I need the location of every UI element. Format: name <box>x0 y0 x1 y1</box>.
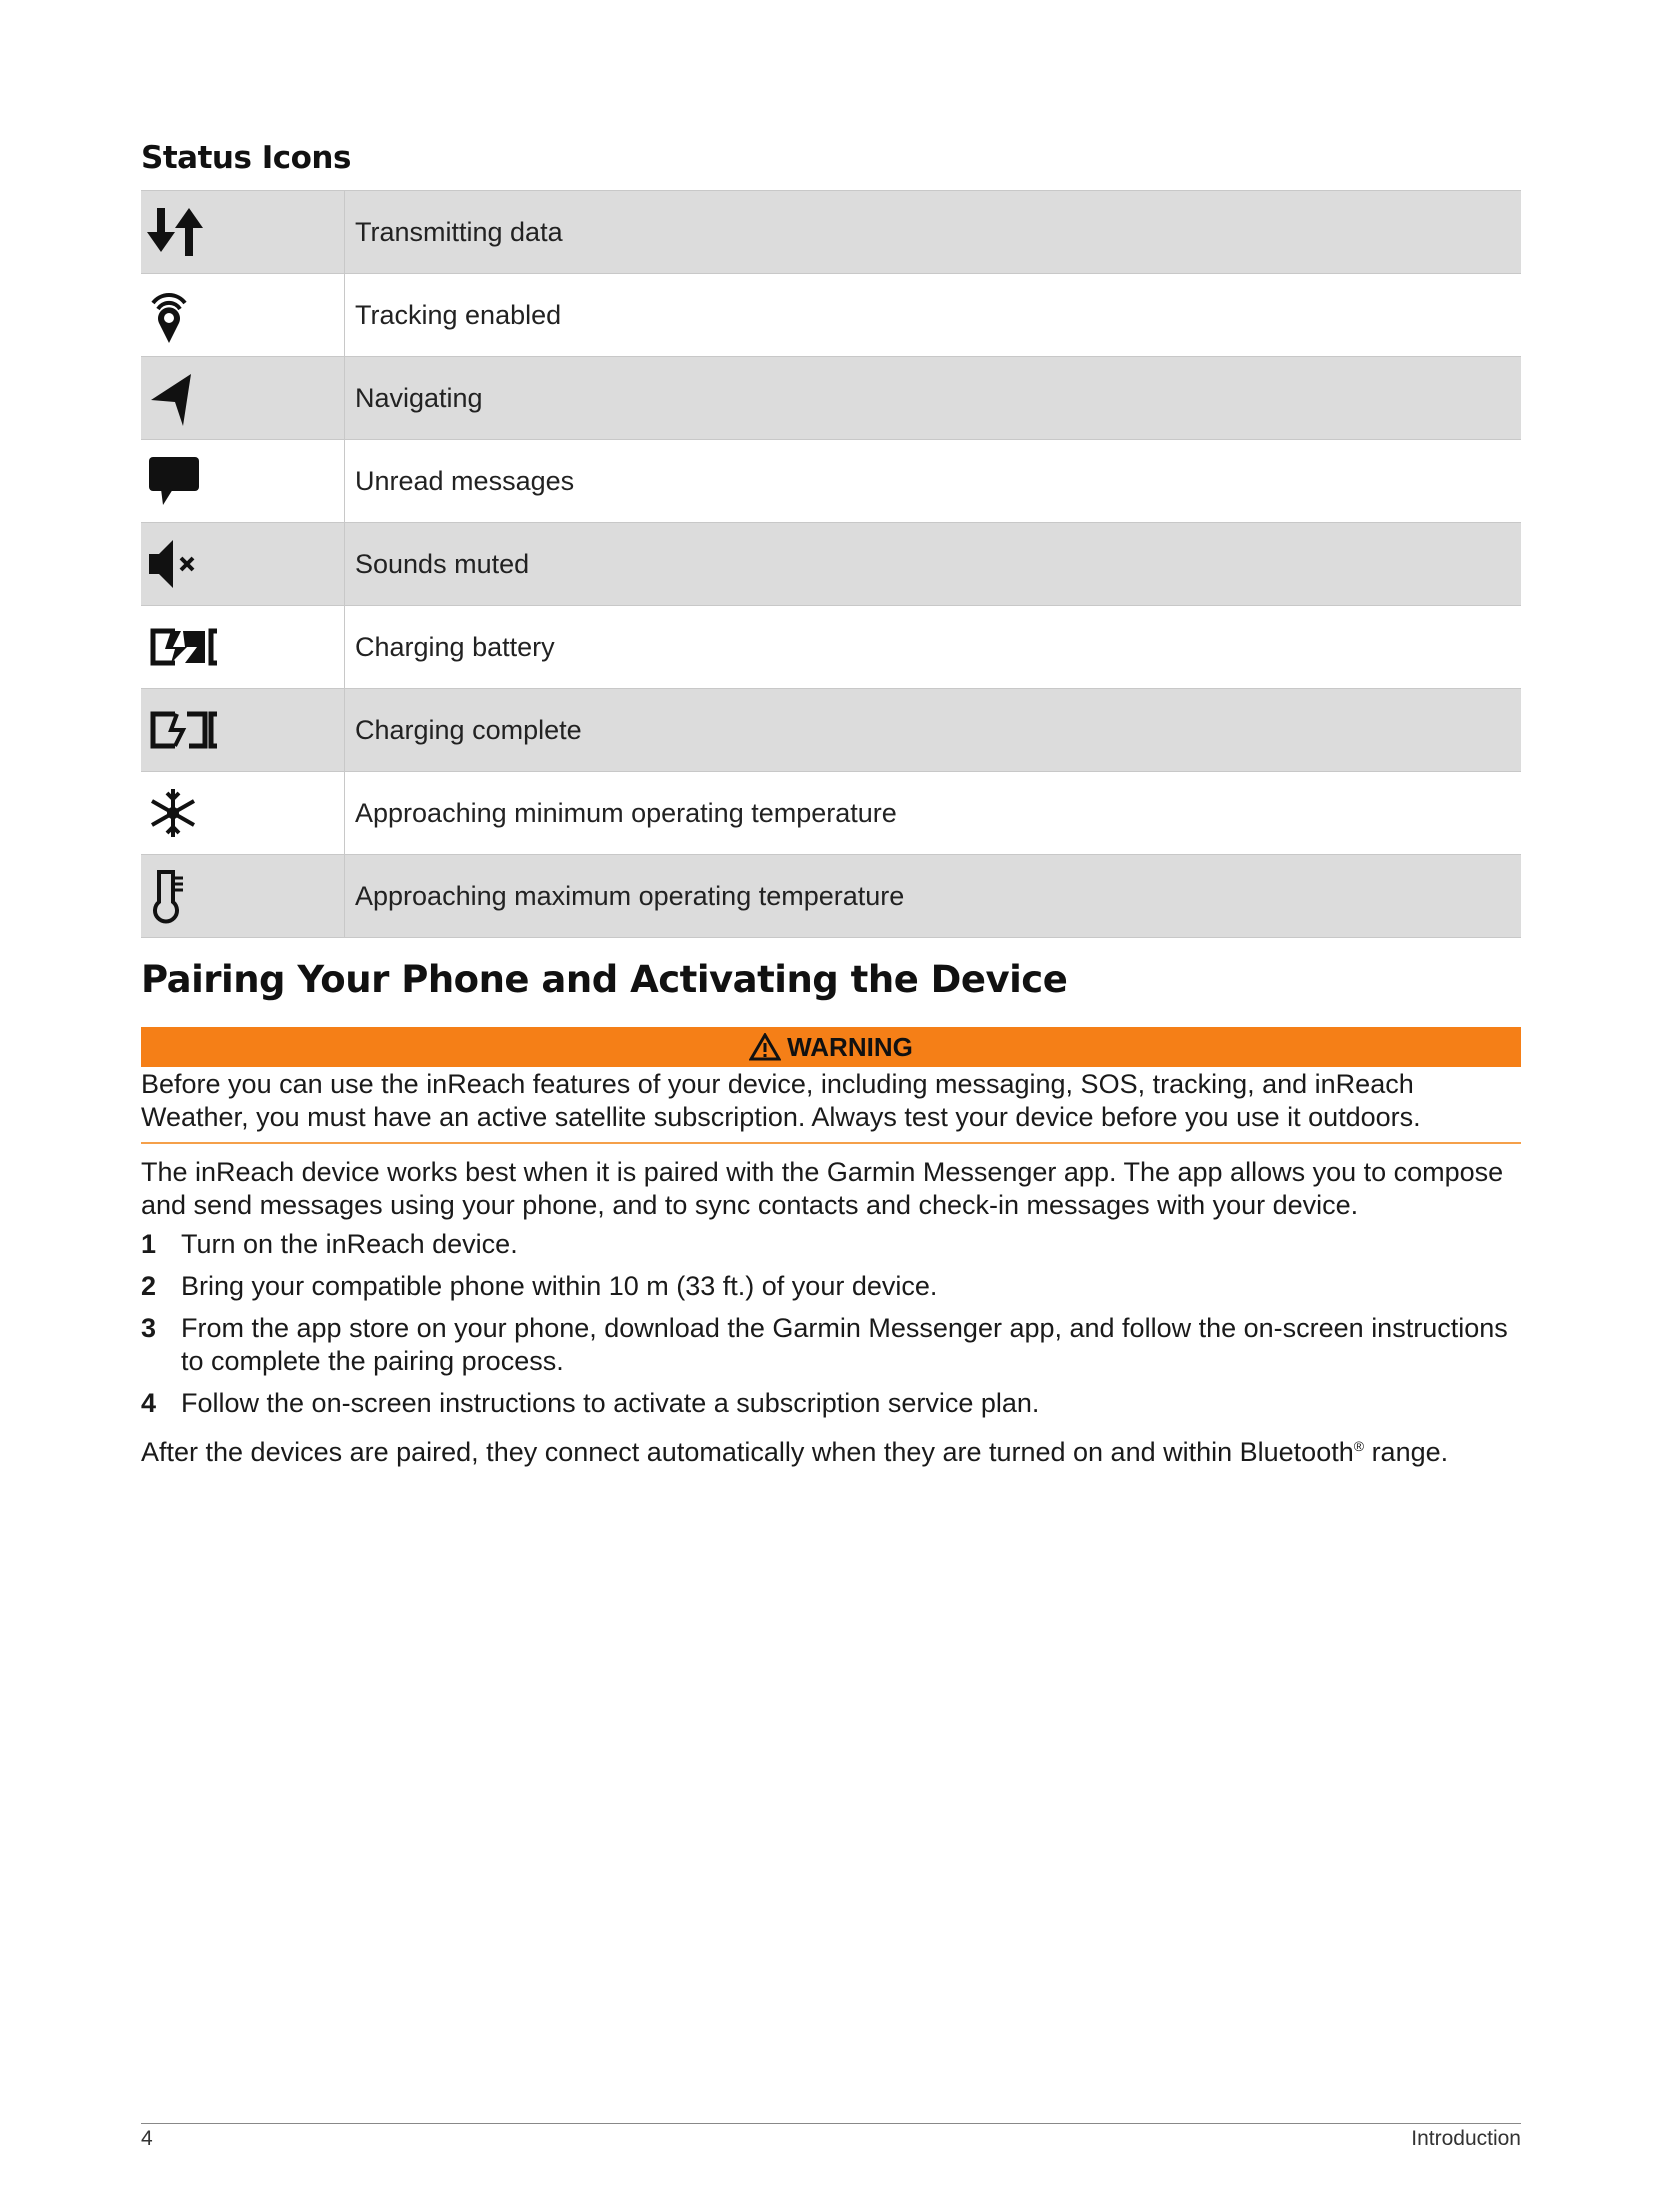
status-label: Unread messages <box>345 440 1522 523</box>
warning-banner <box>141 1027 1521 1067</box>
step-text: From the app store on your phone, download the Garmin Messenger app, and follow the on-screen instructions to complete the pairing process. <box>181 1313 1508 1376</box>
thermometer-icon <box>145 866 195 926</box>
step-number: 1 <box>141 1229 157 1259</box>
status-label: Navigating <box>345 357 1522 440</box>
table-row <box>141 523 1521 606</box>
step-number: 4 <box>141 1388 157 1418</box>
mute-icon <box>145 534 205 594</box>
intro-paragraph: The inReach device works best when it is paired with the Garmin Messenger app. The app allows you to compose and send messages using your phone, and to sync contacts and check-in messages with your device. <box>141 1157 1504 1220</box>
transmitting-icon <box>145 202 215 262</box>
status-icons-heading: Status Icons <box>141 140 351 176</box>
status-label: Sounds muted <box>345 523 1522 606</box>
status-label: Approaching minimum operating temperature <box>345 772 1522 855</box>
status-label: Charging complete <box>345 689 1522 772</box>
table-row <box>141 357 1521 440</box>
message-icon <box>145 451 205 511</box>
table-row <box>141 191 1521 274</box>
list-item <box>141 1228 1521 1261</box>
table-row <box>141 689 1521 772</box>
registered-mark: ® <box>1353 1438 1365 1454</box>
charging-battery-icon <box>145 617 235 677</box>
step-text: Bring your compatible phone within 10 m (33 ft.) of your device. <box>181 1271 938 1301</box>
navigation-arrow-icon <box>145 368 205 428</box>
warning-label: WARNING <box>787 1031 913 1062</box>
pairing-heading: Pairing Your Phone and Activating the Device <box>141 958 1068 1001</box>
status-label: Transmitting data <box>345 191 1522 274</box>
step-text: Turn on the inReach device. <box>181 1229 518 1259</box>
footer-section: Introduction <box>1411 2127 1521 2150</box>
charging-complete-icon <box>145 700 235 760</box>
status-label: Approaching maximum operating temperature <box>345 855 1522 938</box>
tracking-icon <box>145 285 195 345</box>
step-number: 2 <box>141 1271 157 1301</box>
footer-divider <box>141 2123 1521 2124</box>
after-text: After the devices are paired, they connect automatically when they are turned on and within Bluetooth <box>141 1437 1354 1467</box>
table-row <box>141 772 1521 855</box>
table-row <box>141 606 1521 689</box>
snowflake-icon <box>145 783 205 843</box>
warning-icon <box>749 1033 781 1061</box>
list-item <box>141 1270 1521 1303</box>
status-icons-table <box>141 190 1521 938</box>
step-text: Follow the on-screen instructions to activate a subscription service plan. <box>181 1388 1040 1418</box>
after-text-end: range. <box>1364 1437 1449 1467</box>
status-label: Charging battery <box>345 606 1522 689</box>
list-item <box>141 1312 1521 1378</box>
table-row <box>141 274 1521 357</box>
after-paragraph <box>141 1430 1521 1469</box>
warning-text: Before you can use the inReach features of your device, including messaging, SOS, tracking, and inReach Weather, you must have an active satellite subscription. Always test your device before you use it outdoors. <box>141 1068 1521 1144</box>
table-row <box>141 440 1521 523</box>
list-item <box>141 1387 1521 1420</box>
step-number: 3 <box>141 1313 157 1343</box>
status-label: Tracking enabled <box>345 274 1522 357</box>
table-row <box>141 855 1521 938</box>
steps-list <box>141 1228 1521 1429</box>
page-number: 4 <box>141 2127 153 2150</box>
